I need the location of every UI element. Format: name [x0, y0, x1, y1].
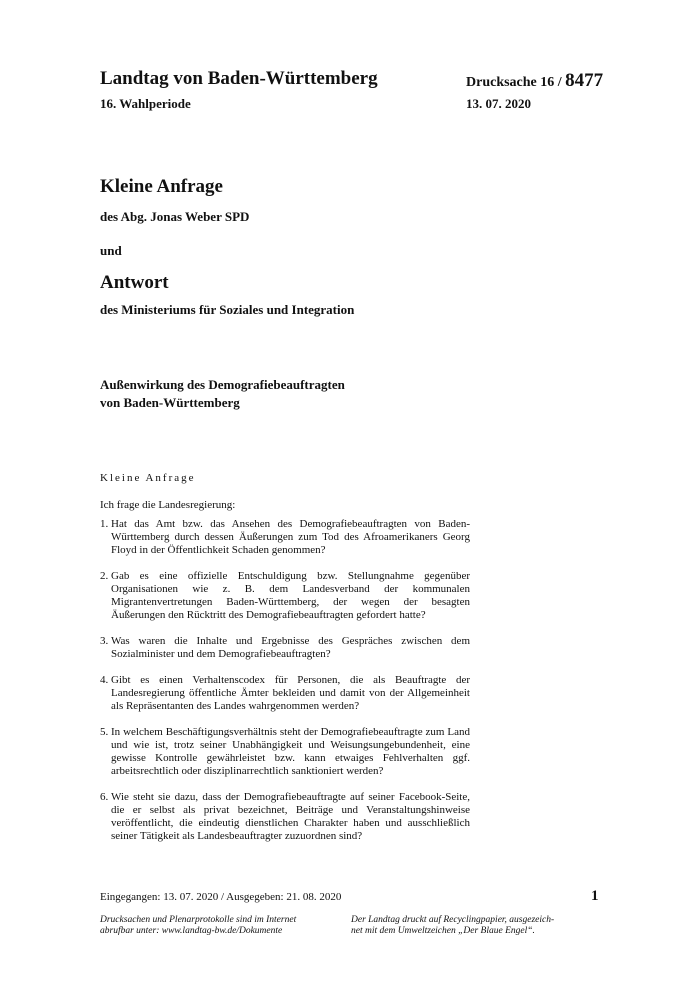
question-item — [100, 674, 470, 713]
inquiry-author: des Abg. Jonas Weber SPD — [100, 209, 250, 224]
parliament-name: Landtag von Baden-Württemberg — [100, 68, 378, 89]
and-label: und — [100, 243, 122, 258]
question-item — [100, 726, 470, 778]
page-number: 1 — [591, 888, 599, 904]
question-item — [100, 518, 470, 557]
question-text: Was waren die Inhalte und Ergebnisse des Gespräches zwischen dem Sozialminister und dem Demografiebeauftragten? — [111, 635, 470, 660]
question-number: 5. — [100, 726, 109, 738]
internet-note — [100, 915, 330, 937]
question-text: In welchem Beschäftigungsverhältnis steht der Demografiebeauftragte zum Land und wie ist, trotz seiner Unabhängigkeit und Weisungsungebundenheit, eine gewisse Kontrolle gewährleistet bzw. kann etwaiges Fehlverhalten ggf. arbeitsrechtlich oder disziplinarrechtlich sanktioniert werden? — [111, 726, 470, 777]
question-number: 4. — [100, 674, 109, 686]
question-item — [100, 635, 470, 661]
question-list — [100, 518, 470, 856]
question-text: Hat das Amt bzw. das Ansehen des Demografiebeauftragten von Baden-Württemberg durch dessen Äußerungen zum Tod des Afroamerikaners Georg Floyd in der Öffentlichkeit Schaden genommen? — [111, 518, 470, 556]
question-number: 2. — [100, 570, 109, 582]
document-prefix: Drucksache 16 / — [466, 75, 566, 90]
question-item — [100, 570, 470, 622]
recycling-note-line-2: net mit dem Umweltzeichen „Der Blaue Engel“. — [351, 926, 535, 936]
question-number: 3. — [100, 635, 109, 647]
document-number — [466, 70, 603, 92]
inquiry-heading: Kleine Anfrage — [100, 176, 223, 197]
intro-text: Ich frage die Landesregierung: — [100, 499, 236, 511]
question-text: Gab es eine offizielle Entschuldigung bzw. Stellungnahme gegenüber Organisationen wie z. B. dem Landesverband der kommunalen Migrantenvertretungen Baden-Württemberg, der wegen der besagten Äußerungen den Rücktritt des Demografiebeauftragten gefordert hatte? — [111, 570, 470, 621]
received-issued-dates: Eingegangen: 13. 07. 2020 / Ausgegeben: 21. 08. 2020 — [100, 891, 342, 903]
subject-line-2: von Baden-Württemberg — [100, 395, 240, 410]
document-number-value: 8477 — [565, 70, 604, 91]
document-date: 13. 07. 2020 — [466, 96, 531, 111]
internet-note-line-1: Drucksachen und Plenarprotokolle sind im Internet — [100, 915, 297, 925]
recycling-note — [351, 915, 581, 937]
recycling-note-line-1: Der Landtag druckt auf Recyclingpapier, ausgezeich- — [351, 915, 555, 925]
answer-heading: Antwort — [100, 272, 169, 293]
question-number: 6. — [100, 791, 109, 803]
question-text: Wie steht sie dazu, dass der Demografiebeauftragte auf seiner Facebook-Seite, die er selbst als privat bezeichnet, Beiträge und Veranstaltungshinweise veröffentlicht, die eindeutig dienstlichen Charakter haben und ausschließlich seiner Tätigkeit als Landesbeauftragter zuzuordnen sind? — [111, 791, 470, 842]
question-number: 1. — [100, 518, 109, 530]
answer-author: des Ministeriums für Soziales und Integration — [100, 302, 355, 317]
internet-note-line-2: abrufbar unter: www.landtag-bw.de/Dokumente — [100, 926, 283, 936]
section-label: Kleine Anfrage — [100, 472, 196, 484]
question-text: Gibt es einen Verhaltenscodex für Personen, die als Beauftragte der Landesregierung öffentliche Ämter bekleiden und damit von der Allgemeinheit als Repräsentanten des Landes wahrgenommen werden? — [111, 674, 470, 712]
question-item — [100, 791, 470, 843]
legislative-period: 16. Wahlperiode — [100, 96, 191, 111]
subject-line-1: Außenwirkung des Demografiebeauftragten — [100, 377, 345, 392]
